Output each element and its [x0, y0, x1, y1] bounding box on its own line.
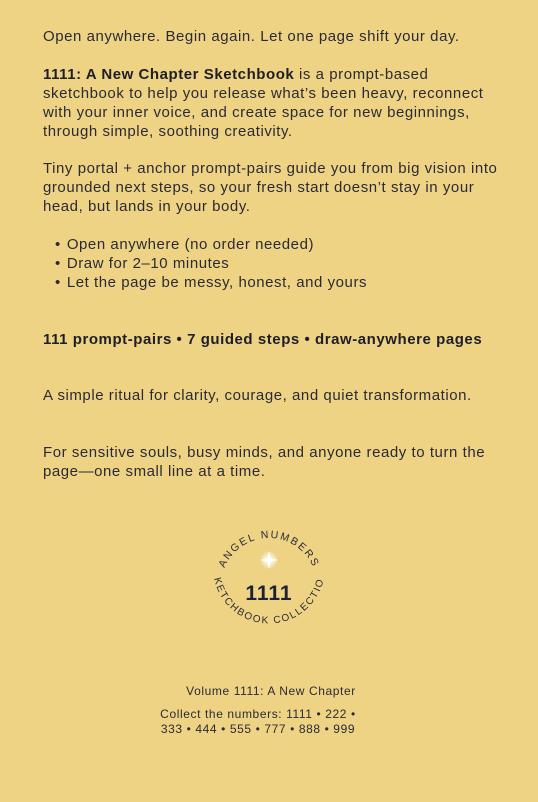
- angel-numbers-seal: [201, 518, 337, 654]
- sparkle-icon: [260, 551, 278, 569]
- audience-paragraph: For sensitive souls, busy minds, and anyone ready to turn the page—one small line at a time.: [43, 444, 486, 480]
- instructions-list: [55, 235, 367, 292]
- seal-top-text: ANGEL NUMBERS: [216, 528, 322, 570]
- features-line: 111 prompt-pairs • 7 guided steps • draw-anywhere pages: [43, 331, 483, 348]
- portal-paragraph: Tiny portal + anchor prompt-pairs guide you from big vision into grounded next steps, so your fresh start doesn’t stay in your head, but lands in your body.: [43, 160, 498, 215]
- list-item: • Open anywhere (no order needed): [55, 235, 367, 254]
- book-title: 1111: A New Chapter Sketchbook: [43, 66, 295, 83]
- list-item: • Let the page be messy, honest, and yours: [55, 273, 367, 292]
- seal-emblem: [201, 518, 337, 654]
- collection-list: Collect the numbers: 1111 • 222 • 333 • 444 • 555 • 777 • 888 • 999: [160, 707, 356, 736]
- list-item: • Draw for 2–10 minutes: [55, 254, 367, 273]
- seal-number: 1111: [245, 582, 293, 605]
- volume-label: Volume 1111: A New Chapter: [186, 684, 356, 698]
- intro-text: is a prompt-based sketchbook to help you release what’s been heavy, reconnect with your inner voice, and create space for new beginnings, through simple, soothing creativity.: [43, 66, 484, 140]
- intro-paragraph: [43, 65, 513, 141]
- seal-bottom-text: KETCHBOOK COLLECTIO: [211, 576, 327, 627]
- tagline: Open anywhere. Begin again. Let one page shift your day.: [43, 28, 460, 45]
- ritual-paragraph: A simple ritual for clarity, courage, and quiet transformation.: [43, 387, 472, 404]
